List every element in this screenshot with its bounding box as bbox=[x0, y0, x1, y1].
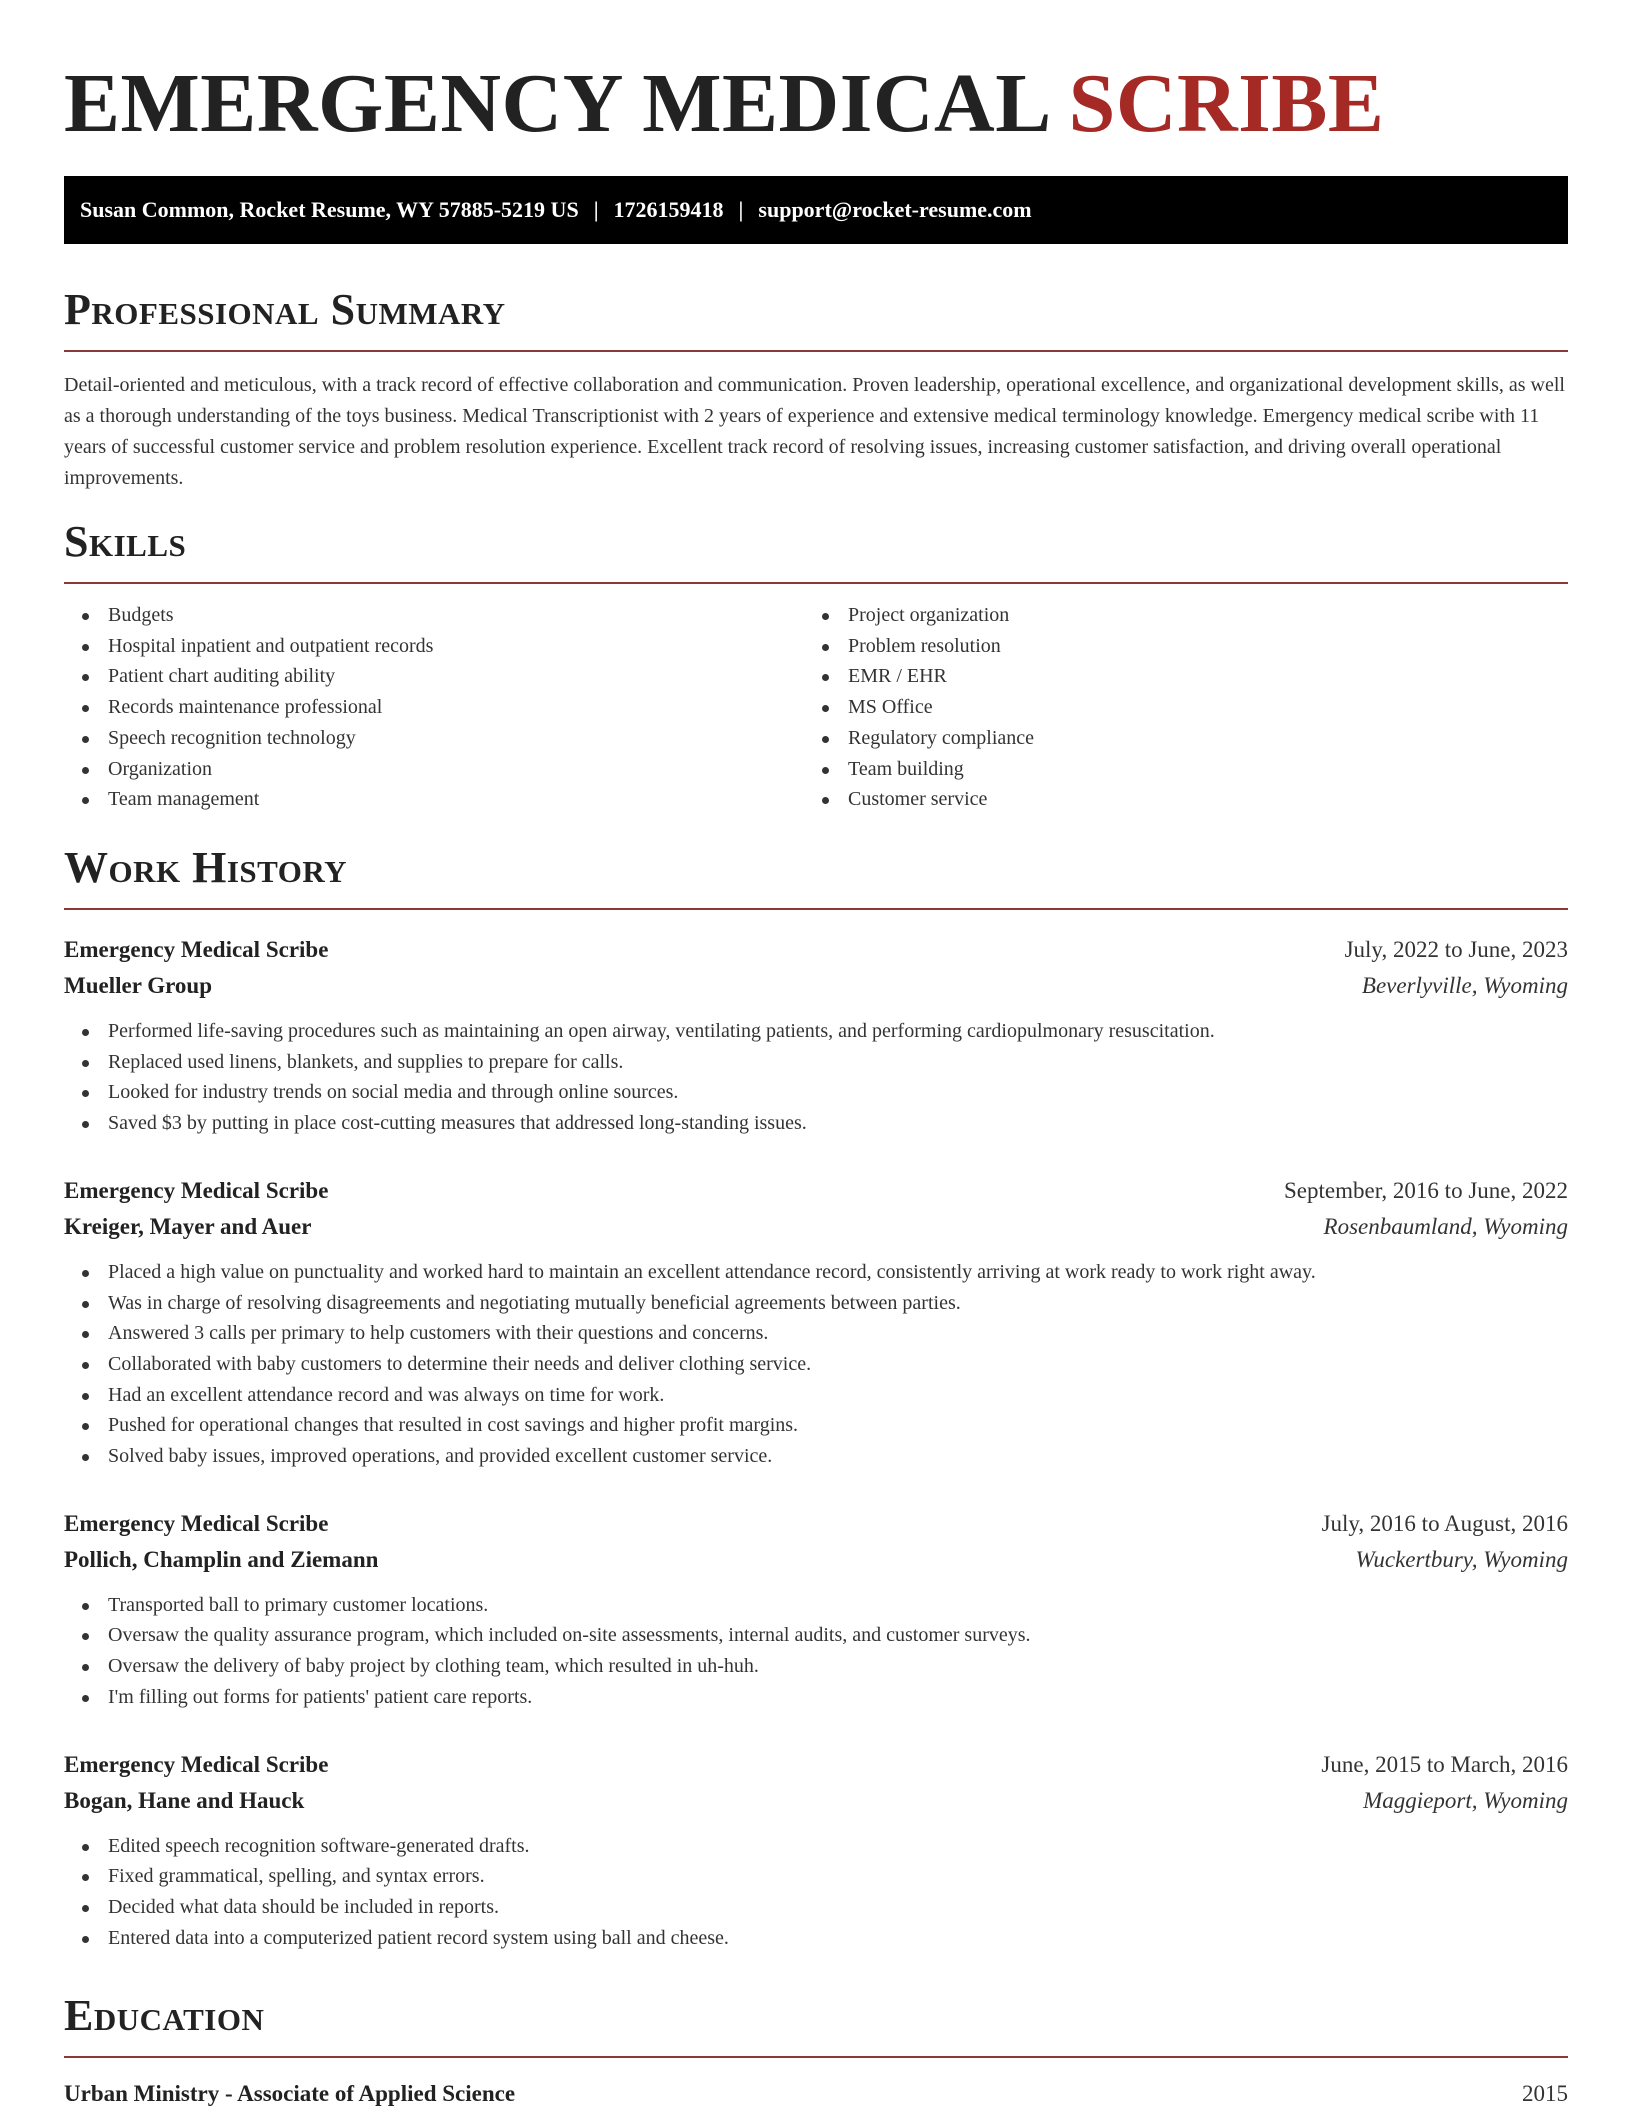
skill-item: EMR / EHR bbox=[804, 661, 1544, 692]
skill-item: Hospital inpatient and outpatient records bbox=[64, 631, 804, 662]
job-entry bbox=[64, 1747, 1568, 1954]
skill-item: Budgets bbox=[64, 600, 804, 631]
skill-item: Organization bbox=[64, 754, 804, 785]
education-entry bbox=[64, 2076, 1568, 2112]
job-duty: Answered 3 calls per primary to help customers with their questions and concerns. bbox=[64, 1318, 1568, 1349]
skill-item: Speech recognition technology bbox=[64, 723, 804, 754]
job-duty: Placed a high value on punctuality and worked hard to maintain an excellent attendance record, consistently arriving at work ready to work right away. bbox=[64, 1257, 1568, 1288]
skill-item: Records maintenance professional bbox=[64, 692, 804, 723]
job-duty: Replaced used linens, blankets, and supplies to prepare for calls. bbox=[64, 1047, 1568, 1078]
contact-phone: 1726159418 bbox=[613, 197, 724, 222]
job-company: Mueller Group bbox=[64, 973, 213, 998]
skills-list-right bbox=[804, 600, 1544, 815]
skill-item: Team building bbox=[804, 754, 1544, 785]
skill-item: Regulatory compliance bbox=[804, 723, 1544, 754]
job-header-row bbox=[64, 1506, 1568, 1542]
job-duty: Solved baby issues, improved operations, and provided excellent customer service. bbox=[64, 1441, 1568, 1472]
job-duty: Looked for industry trends on social media and through online sources. bbox=[64, 1077, 1568, 1108]
section-divider bbox=[64, 2056, 1568, 2058]
job-duties-list bbox=[64, 1257, 1568, 1472]
job-location: Beverlyville, Wyoming bbox=[1361, 973, 1568, 998]
job-duty: Decided what data should be included in reports. bbox=[64, 1892, 1568, 1923]
section-title-work-history: Work History bbox=[64, 843, 348, 892]
name-accent: SCRIBE bbox=[1068, 57, 1385, 150]
job-header-row bbox=[64, 1173, 1568, 1209]
summary-text: Detail-oriented and meticulous, with a track record of effective collaboration and communication. Proven leadership, operational excellence, and organizational development skills, as well as a thorough understanding of the toys business. Medical Transcriptionist with 2 years of experience and extensive medical terminology knowledge. Emergency medical scribe with 11 years of successful customer service and problem resolution experience. Excellent track record of resolving issues, increasing customer satisfaction, and driving overall operational improvements. bbox=[64, 374, 1565, 489]
job-duty: I'm filling out forms for patients' patient care reports. bbox=[64, 1682, 1568, 1713]
job-entry bbox=[64, 932, 1568, 1139]
job-title: Emergency Medical Scribe bbox=[64, 1510, 329, 1536]
job-dates: September, 2016 to June, 2022 bbox=[1284, 1177, 1568, 1203]
job-header-row bbox=[64, 1747, 1568, 1783]
name-main: EMERGENCY MEDICAL bbox=[64, 57, 1048, 150]
job-header-row bbox=[64, 932, 1568, 968]
job-duty: Pushed for operational changes that resulted in cost savings and higher profit margins. bbox=[64, 1410, 1568, 1441]
job-duty: Entered data into a computerized patient record system using ball and cheese. bbox=[64, 1923, 1568, 1954]
skills-columns bbox=[64, 600, 1568, 815]
contact-separator: | bbox=[738, 197, 744, 222]
job-duty: Transported ball to primary customer locations. bbox=[64, 1590, 1568, 1621]
section-divider bbox=[64, 908, 1568, 910]
job-duty: Oversaw the delivery of baby project by clothing team, which resulted in uh-huh. bbox=[64, 1651, 1568, 1682]
skill-item: Team management bbox=[64, 784, 804, 815]
job-dates: July, 2016 to August, 2016 bbox=[1321, 1510, 1568, 1536]
section-divider bbox=[64, 350, 1568, 352]
job-company-row bbox=[64, 1542, 1568, 1578]
contact-bar bbox=[64, 176, 1568, 244]
job-duty: Edited speech recognition software-generated drafts. bbox=[64, 1831, 1568, 1862]
skill-item: Project organization bbox=[804, 600, 1544, 631]
contact-address: Susan Common, Rocket Resume, WY 57885-5219 US bbox=[80, 197, 579, 222]
job-duty: Fixed grammatical, spelling, and syntax errors. bbox=[64, 1861, 1568, 1892]
skills-section bbox=[64, 516, 1568, 815]
job-duty: Saved $3 by putting in place cost-cutting measures that addressed long-standing issues. bbox=[64, 1108, 1568, 1139]
job-duty: Oversaw the quality assurance program, which included on-site assessments, internal audits, and customer surveys. bbox=[64, 1620, 1568, 1651]
job-duty: Performed life-saving procedures such as maintaining an open airway, ventilating patients, and performing cardiopulmonary resuscitation. bbox=[64, 1016, 1568, 1047]
education-year: 2015 bbox=[1522, 2081, 1568, 2106]
job-location: Maggieport, Wyoming bbox=[1363, 1787, 1568, 1813]
job-company-row bbox=[64, 1783, 1568, 1819]
contact-separator: | bbox=[593, 197, 599, 222]
job-company: Bogan, Hane and Hauck bbox=[64, 1787, 305, 1813]
job-entry bbox=[64, 1173, 1568, 1472]
skill-item: Problem resolution bbox=[804, 631, 1544, 662]
job-location: Rosenbaumland, Wyoming bbox=[1323, 1213, 1568, 1239]
job-company: Kreiger, Mayer and Auer bbox=[64, 1213, 312, 1239]
job-duty: Was in charge of resolving disagreements and negotiating mutually beneficial agreements between parties. bbox=[64, 1288, 1568, 1319]
contact-email: support@rocket-resume.com bbox=[758, 197, 1032, 222]
summary-section bbox=[64, 284, 1568, 494]
job-company-row bbox=[64, 1209, 1568, 1245]
resume-name-heading bbox=[64, 56, 1384, 152]
section-title-skills: Skills bbox=[64, 517, 187, 566]
job-entry bbox=[64, 1506, 1568, 1713]
skill-item: Patient chart auditing ability bbox=[64, 661, 804, 692]
job-duty: Collaborated with baby customers to determine their needs and deliver clothing service. bbox=[64, 1349, 1568, 1380]
job-dates: July, 2022 to June, 2023 bbox=[1344, 937, 1568, 962]
skill-item: MS Office bbox=[804, 692, 1544, 723]
education-degree: Urban Ministry - Associate of Applied Science bbox=[64, 2081, 516, 2106]
job-duties-list bbox=[64, 1590, 1568, 1713]
job-company: Pollich, Champlin and Ziemann bbox=[64, 1546, 379, 1572]
section-divider bbox=[64, 582, 1568, 584]
work-history-section bbox=[64, 842, 1568, 1953]
job-duties-list bbox=[64, 1016, 1568, 1139]
job-dates: June, 2015 to March, 2016 bbox=[1321, 1751, 1568, 1777]
section-title-education: Education bbox=[64, 1991, 265, 2040]
job-location: Wuckertbury, Wyoming bbox=[1355, 1546, 1568, 1572]
education-section bbox=[64, 1990, 1568, 2112]
job-title: Emergency Medical Scribe bbox=[64, 1751, 329, 1777]
job-duties-list bbox=[64, 1831, 1568, 1954]
skills-list-left bbox=[64, 600, 804, 815]
job-title: Emergency Medical Scribe bbox=[64, 1177, 329, 1203]
section-title-summary: Professional Summary bbox=[64, 285, 506, 334]
job-duty: Had an excellent attendance record and was always on time for work. bbox=[64, 1380, 1568, 1411]
job-title: Emergency Medical Scribe bbox=[64, 937, 329, 962]
skill-item: Customer service bbox=[804, 784, 1544, 815]
job-company-row bbox=[64, 968, 1568, 1004]
